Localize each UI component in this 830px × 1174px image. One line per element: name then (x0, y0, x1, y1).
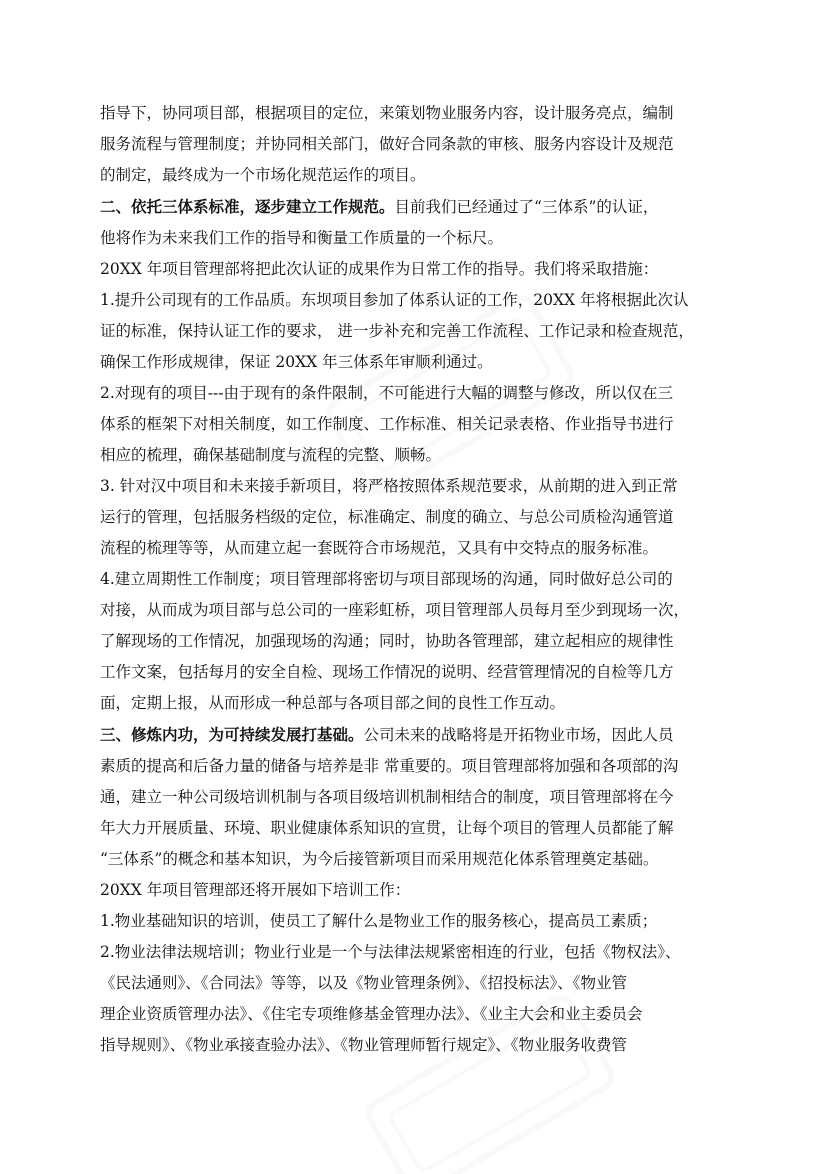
text-line: 理企业资质管理办法》、《住宅专项维修基金管理办法》、《业主大会和业主委员会 (100, 1005, 643, 1023)
text-line: 20XX 年项目管理部将把此次认证的成果作为日常工作的指导。我们将采取措施： (100, 260, 659, 278)
text-line: 服务流程与管理制度；并协同相关部门，做好合同条款的审核、服务内容设计及规范 (100, 135, 674, 153)
text-line (100, 719, 740, 751)
text-line: 体系的框架下对相关制度，如工作制度、工作标准、相关记录表格、作业指导书进行 (100, 415, 674, 433)
text-line: 1.物业基础知识的培训，使员工了解什么是物业工作的服务核心，提高员工素质； (100, 912, 658, 930)
text-line: 证的标准，保持认证工作的要求， 进一步补充和完善工作流程、工作记录和检查规范， (100, 322, 694, 340)
paragraph-training-item-2 (100, 937, 740, 1061)
text-line: 他将作为未来我们工作的指导和衡量工作质量的一个标尺。 (100, 229, 504, 247)
text-line: 确保工作形成规律，保证 20XX 年三体系年审顺利通过。 (100, 353, 493, 371)
text-line: “三体系”的概念和基本知识，为今后接管新项目而采用规范化体系管理奠定基础。 (100, 850, 659, 868)
document-body (100, 98, 740, 1061)
text-line: 流程的梳理等等，从而建立起一套既符合市场规范，又具有中交特点的服务标准。 (100, 539, 659, 557)
paragraph-section-two (100, 191, 740, 254)
paragraph-measures-intro (100, 254, 740, 285)
text-span: 目前我们已经通过了“三体系”的认证， (394, 198, 659, 216)
text-line: 的制定，最终成为一个市场化规范运作的项目。 (100, 166, 426, 184)
text-line: 1.提升公司现有的工作品质。东坝项目参加了体系认证的工作，20XX 年将根据此次认 (100, 291, 689, 309)
paragraph-section-three (100, 719, 740, 875)
text-line: 运行的管理，包括服务档级的定位，标准确定、制度的确立、与总公司质检沟通管道 (100, 508, 674, 526)
paragraph-training-item-1 (100, 906, 740, 937)
text-line: 工作文案，包括每月的安全自检、现场工作情况的说明、经营管理情况的自检等几方 (100, 663, 674, 681)
text-line: 2.对现有的项目---由于现有的条件限制，不可能进行大幅的调整与修改，所以仅在三 (100, 384, 674, 402)
text-line: 指导下，协同项目部，根据项目的定位，来策划物业服务内容，设计服务亮点，编制 (100, 104, 674, 122)
paragraph-item-2 (100, 378, 740, 471)
text-line: 指导规则》、《物业承接查验办法》、《物业管理师暂行规定》、《物业服务收费管 (100, 1036, 628, 1054)
section-heading: 三、修炼内功，为可持续发展打基础。 (100, 725, 364, 744)
text-line: 2.物业法律法规培训；物业行业是一个与法律法规紧密相连的行业，包括《物权法》、 (100, 943, 681, 961)
text-line: 通，建立一种公司级培训机制与各项目级培训机制相结合的制度，项目管理部将在今 (100, 788, 674, 806)
text-line: 《民法通则》、《合同法》等等，以及《物业管理条例》、《招投标法》、《物业管 (100, 974, 628, 992)
paragraph-training-intro (100, 875, 740, 906)
paragraph-item-3 (100, 471, 740, 564)
text-line: 相应的梳理，确保基础制度与流程的完整、顺畅。 (100, 446, 442, 464)
text-span: 公司未来的战略将是开拓物业市场，因此人员 (363, 726, 674, 744)
section-heading: 二、依托三体系标准，逐步建立工作规范。 (100, 197, 395, 216)
paragraph-item-1 (100, 285, 740, 378)
text-line: 年大力开展质量、环境、职业健康体系知识的宣贯，让每个项目的管理人员都能了解 (100, 819, 674, 837)
text-line: 了解现场的工作情况，加强现场的沟通；同时，协助各管理部，建立起相应的规律性 (100, 632, 674, 650)
text-line: 3. 针对汉中项目和未来接手新项目，将严格按照体系规范要求，从前期的进入到正常 (100, 477, 678, 495)
text-line: 面，定期上报，从而形成一种总部与各项目部之间的良性工作互动。 (100, 694, 566, 712)
text-line: 对接，从而成为项目部与总公司的一座彩虹桥，项目管理部人员每月至少到现场一次， (100, 601, 690, 619)
text-line (100, 191, 740, 223)
text-line: 4.建立周期性工作制度；项目管理部将密切与项目部现场的沟通，同时做好总公司的 (100, 570, 673, 588)
paragraph-project-planning (100, 98, 740, 191)
paragraph-item-4 (100, 564, 740, 719)
text-line: 20XX 年项目管理部还将开展如下培训工作： (100, 881, 411, 899)
text-line: 素质的提高和后备力量的储备与培养是非 常重要的。项目管理部将加强和各项部的沟 (100, 757, 679, 775)
